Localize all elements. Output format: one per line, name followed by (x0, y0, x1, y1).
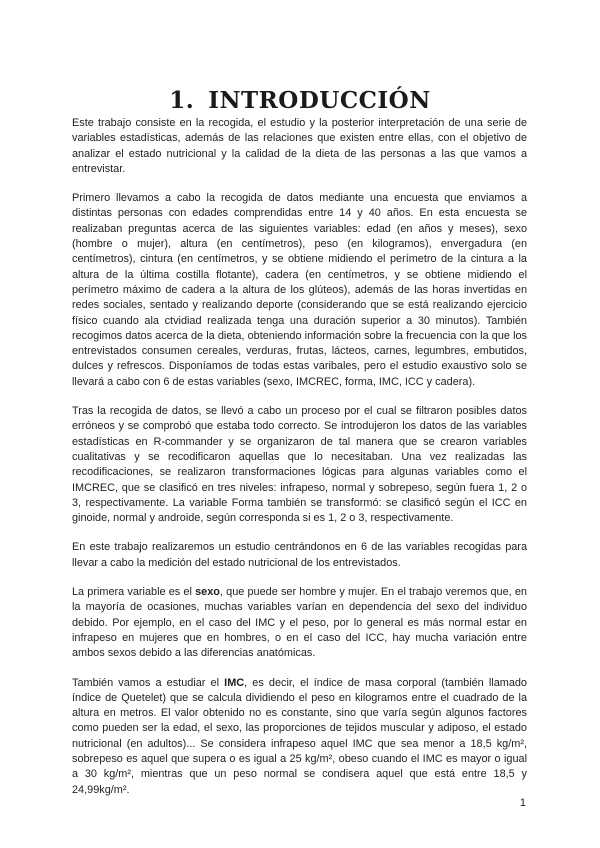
keyword-sexo: sexo (195, 586, 220, 599)
body-text (72, 116, 527, 812)
paragraph-sexo-body: , que puede ser hombre y mujer. En el trabajo veremos que, en la mayoría de ocasiones, muchas variables varían en dependencia del sexo del individuo debido. Por ejemplo, en el caso del IMC y el peso, por lo general es más normal estar en infrapeso en mujeres que en hombres, o en el caso del ICC, hay mucha variación entre ambos sexos debido a las diferencias anatómicas. (72, 586, 527, 660)
paragraph-imc-lead: También vamos a estudiar el (72, 676, 225, 689)
page-number: 1 (519, 797, 526, 809)
paragraph-study-scope: En este trabajo realizaremos un estudio centrándonos en 6 de las variables recogidas para llevar a cabo la medición del estado nutricional de los entrevistados. (72, 541, 527, 569)
section-number: 1. (169, 87, 195, 115)
section-heading (0, 87, 600, 114)
keyword-imc: IMC (224, 676, 245, 689)
paragraph-sexo (72, 585, 527, 661)
paragraph-imc (72, 676, 527, 798)
paragraph-imc-body: , es decir, el índice de masa corporal (también llamado índice de Quetelet) que se calcula dividiendo el peso en kilogramos entre el cuadrado de la altura en metros. El valor obtenido no es constante, sino que varía según algunos factores como pueden ser la edad, el sexo, las proporciones de tejidos muscular y adiposo, el estado nutricional (en adultos)... Se considera infrapeso aquel IMC que sea menor a 18,5 kg/m², sobrepeso es aquel que supera o es igual a 25 kg/m², obeso cuando el IMC es mayor o igual a 30 kg/m², mientras que un peso normal se condisera aquel que está entre 18,5 y 24,99kg/m². (72, 676, 527, 796)
paragraph-intro: Este trabajo consiste en la recogida, el estudio y la posterior interpretación de una serie de variables estadísticas, además de las relaciones que existen entre ellas, con el objetivo de analizar el estado nutricional y la calidad de la dieta de las personas a las que vamos a entrevistar. (72, 117, 527, 175)
paragraph-data-processing: Tras la recogida de datos, se llevó a cabo un proceso por el cual se filtraron posibles datos erróneos y se comprobó que estaba todo correcto. Se introdujeron los datos de las variables estadísticas en R-commander y se organizaron de tal manera que se crearon variables cualitativas y se recodificaron aquellas que lo necesitaban. Una vez realizadas las recodificaciones, se realizaron transformaciones lógicas para algunas variables como el IMCREC, que se clasificó en tres niveles: infrapeso, normal y sobrepeso, según fuera 1, 2 o 3, respectivamente. La variable Forma también se transformó: se clasificó según el ICC en ginoide, normal y androide, según corresponda si es 1, 2 o 3, respectivamente. (72, 405, 527, 525)
paragraph-data-collection: Primero llevamos a cabo la recogida de datos mediante una encuesta que enviamos a distintas personas con edades comprendidas entre 14 y 40 años. En esta encuesta se realizaban preguntas acerca de las siguientes variables: edad (en años y meses), sexo (hombre o mujer), altura (en centímetros), peso (en kilogramos), envergadura (en centímetros), cintura (en centímetros, y se obtiene midiendo el perímetro de la cintura a la altura de la última costilla flotante), cadera (en centímetros, y se obtiene midiendo el perímetro máximo de cadera a la altura de los glúteos), además de las horas invertidas en redes sociales, sentado y realizando deporte (considerando que se está realizando ejercicio físico cuando ala ctvidiad realizada tenga una duración superior a 30 minutos). También recogimos datos acerca de la dieta, obteniendo información sobre la frecuencia con la que los entrevistados consumen cereales, verduras, frutas, lácteos, carnes, legumbres, embutidos, dulces y refrescos. Disponíamos de todas estas varibales, pero el estudio exaustivo solo se llevará a cabo con 6 de estas variables (sexo, IMCREC, forma, IMC, ICC y cadera). (72, 192, 527, 388)
paragraph-sexo-lead: La primera variable es el (72, 586, 196, 599)
section-title: INTRODUCCIÓN (208, 87, 431, 115)
